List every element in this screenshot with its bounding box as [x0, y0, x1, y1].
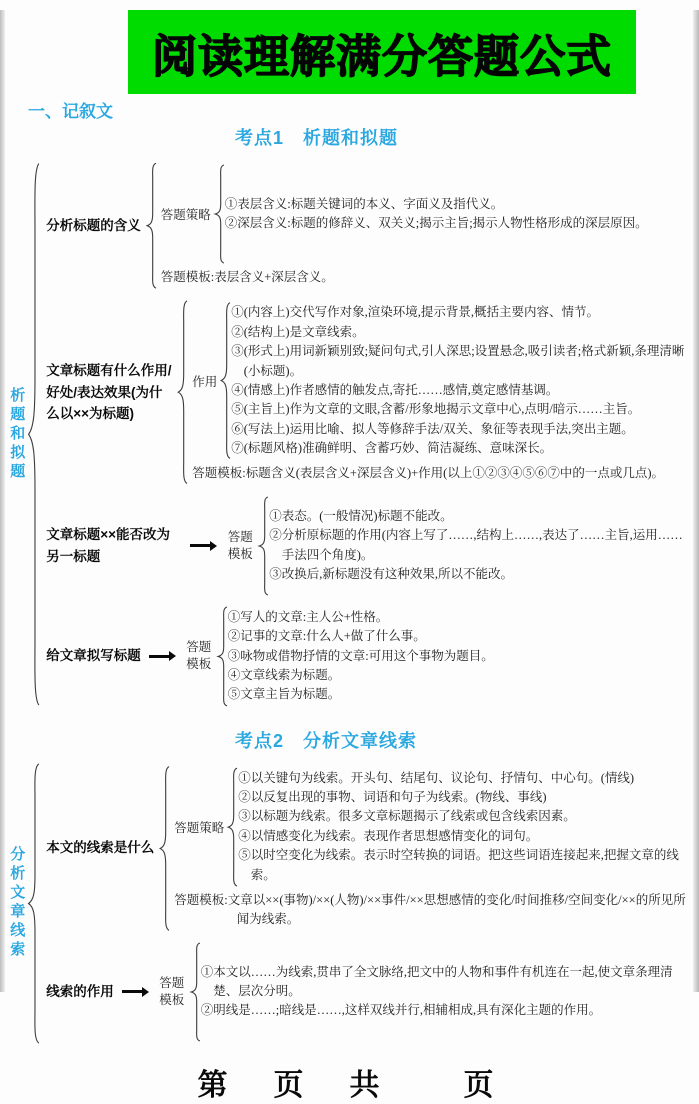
curly-brace-icon — [257, 496, 269, 596]
list-item: ②分析原标题的作用(内容上写了……,结构上……,表达了……主旨,运用……手法四个角度)。 — [269, 528, 683, 562]
answer-template-line — [192, 464, 689, 483]
list-item: ④以情感变化为线索。表现作者思想感情变化的词句。 — [238, 828, 539, 843]
page-title: 阅读理解满分答题公式 — [151, 30, 612, 82]
list-item: ②记事的文章:什么人+做了什么事。 — [227, 629, 426, 644]
template-items — [201, 961, 689, 1023]
answer-template-label: 答题模板: — [160, 270, 215, 284]
page-edge-right — [693, 10, 699, 992]
curly-brace-icon — [189, 942, 201, 1042]
curly-brace-icon — [26, 761, 40, 1046]
list-item: ⑥(写法上)运用比喻、拟人等修辞手法/双关、象征等表现手法,突出主题。 — [231, 421, 634, 436]
kaodian2-heading: 考点2 分析文章线索 — [235, 730, 418, 751]
list-item: ③(形式上)用词新颖别致;疑问句式,引人深思;设置悬念,吸引读者;格式新颖,条理清晰(小标题)。 — [231, 344, 685, 378]
list-item: ①表态。(一般情况)标题不能改。 — [269, 509, 453, 523]
document-page — [0, 10, 699, 1102]
answer-template-label: 答题模板 — [227, 529, 253, 561]
node-title-replace — [40, 496, 689, 596]
function-label: 作用 — [192, 374, 218, 389]
kaodian2-nodes — [40, 761, 689, 1046]
node-title-function — [40, 299, 689, 485]
page-edge-left — [0, 10, 5, 992]
strategy-items — [225, 193, 689, 236]
answer-template-label: 答题模板 — [159, 975, 185, 1007]
kaodian2-side-label: 分析文章线索 — [8, 846, 26, 961]
answer-template-text: 标题含义(表层含义+深层含义)+作用(以上①②③④⑤⑥⑦中的一点或几点)。 — [245, 466, 664, 481]
node-content — [157, 162, 689, 289]
list-item: ②明线是……;暗线是……,这样双线并行,相辅相成,具有深化主题的作用。 — [200, 1003, 602, 1018]
list-item: ①写人的文章:主人公+性格。 — [227, 609, 389, 624]
list-item: ⑦(标题风格)准确鲜明、含蓄巧妙、简洁凝练、意味深长。 — [231, 441, 553, 455]
strategy-group — [170, 767, 689, 887]
list-item: ③以标题为线索。很多文章标题揭示了线索或包含线索因素。 — [238, 809, 576, 824]
node-write-title — [40, 606, 689, 707]
list-item: ①以关键句为线索。开头句、结尾句、议论句、抒情句、中心句。(情线) — [238, 770, 635, 785]
node-content — [170, 765, 689, 932]
page-footer: 第 页 共 页 — [197, 1068, 502, 1102]
curly-brace-icon — [26, 158, 40, 711]
strategy-items — [238, 767, 689, 887]
list-item: ②以反复出现的事物、词语和句子为线索。(物线、事线) — [238, 790, 547, 804]
kaodian2-tree — [8, 761, 689, 1046]
kaodian1-side-label: 析题和拟题 — [8, 386, 26, 482]
node-label: 给文章拟写标题 — [46, 648, 141, 664]
node-label: 分析标题的含义 — [46, 217, 141, 233]
function-items — [231, 301, 689, 460]
node-label: 线索的作用 — [46, 983, 114, 999]
title-banner — [128, 10, 636, 94]
curly-brace-icon — [145, 162, 157, 289]
kaodian1-nodes — [40, 158, 689, 711]
curly-brace-icon — [176, 299, 188, 485]
curly-brace-icon — [219, 301, 231, 460]
list-item: ①本文以……为线索,贯串了全文脉络,把文中的人物和事件有机连在一起,使文章条理清楚、层次分明。 — [200, 964, 673, 998]
list-item: ③咏物或借物抒情的文章:可用这个事物为题目。 — [227, 648, 494, 663]
list-item: ①(内容上)交代写作对象,渲染环境,提示背景,概括主要内容、情节。 — [231, 305, 599, 320]
template-items — [228, 606, 689, 707]
curly-brace-icon — [158, 765, 170, 932]
kaodian1-heading: 考点1 析题和拟题 — [235, 128, 399, 148]
node-analyze-title-meaning — [40, 162, 689, 289]
list-item: ④(情感上)作者感情的触发点,寄托……感情,奠定感情基调。 — [231, 382, 559, 397]
answer-template-text: 表层含义+深层含义。 — [214, 270, 334, 284]
answer-template-label: 答题模板: — [192, 466, 246, 481]
node-clue-function — [40, 942, 689, 1042]
answer-template-label: 答题模板: — [174, 892, 228, 907]
strategy-group — [157, 164, 689, 264]
answer-template-text: 文章以××(事物)/××(人物)/××事件/××思想感情的变化/时间推移/空间变化/××的所见所闻为线索。 — [227, 892, 686, 927]
list-item: ③改换后,新标题没有这种效果,所以不能改。 — [269, 567, 514, 582]
node-label: 文章标题有什么作用/好处/表达效果(为什么以××为标题) — [46, 363, 172, 422]
section-label: 一、记叙文 — [28, 102, 113, 121]
list-item: ②深层含义:标题的修辞义、双关义;揭示主旨;揭示人物性格形成的深层原因。 — [224, 216, 648, 230]
answer-template-line — [161, 268, 689, 287]
list-item: ②(结构上)是文章线索。 — [231, 324, 365, 339]
answer-strategy-label: 答题策略 — [174, 820, 225, 835]
node-label: 文章标题××能否改为另一标题 — [46, 527, 171, 564]
list-item: ⑤以时空变化为线索。表示时空转换的词语。把这些词语连接起来,把握文章的线索。 — [238, 848, 679, 882]
node-content — [188, 299, 689, 485]
kaodian1-tree — [8, 158, 689, 711]
list-item: ⑤(主旨上)作为文章的文眼,含蓄/形象地揭示文章中心,点明/暗示……主旨。 — [231, 402, 641, 417]
node-label: 本文的线索是什么 — [46, 840, 155, 856]
template-items — [269, 505, 689, 587]
curly-brace-icon — [226, 767, 238, 887]
answer-template-label: 答题模板 — [186, 640, 212, 672]
function-group — [188, 301, 689, 460]
arrow-icon — [122, 990, 142, 993]
list-item: ⑤文章主旨为标题。 — [227, 687, 341, 702]
arrow-icon — [149, 655, 169, 658]
answer-template-line — [174, 891, 689, 930]
list-item: ①表层含义:标题关键词的本义、字面义及指代义。 — [224, 196, 504, 211]
curly-brace-icon — [216, 606, 228, 707]
answer-strategy-label: 答题策略 — [160, 208, 211, 222]
list-item: ④文章线索为标题。 — [227, 667, 341, 682]
node-what-is-clue — [40, 765, 689, 932]
curly-brace-icon — [213, 164, 225, 264]
arrow-icon — [190, 544, 210, 547]
